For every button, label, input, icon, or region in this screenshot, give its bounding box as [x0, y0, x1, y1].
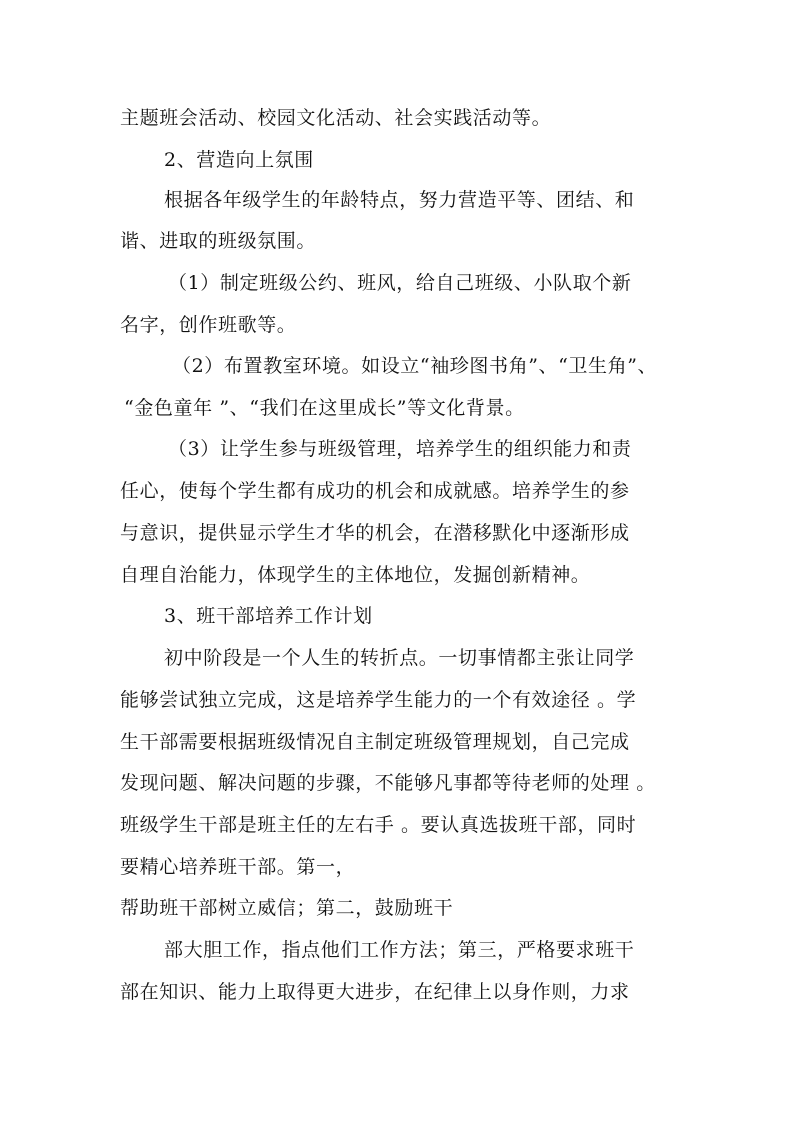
text-line: 名字，创作班歌等。	[120, 314, 297, 336]
text-line: 发现问题、解决问题的步骤，不能够凡事都等待老师的处理 。	[120, 772, 656, 794]
text-line: 自理自治能力，体现学生的主体地位，发掘创新精神。	[120, 564, 591, 586]
text-line: 任心，使每个学生都有成功的机会和成就感。培养学生的参	[120, 480, 630, 502]
text-line: 要精心培养班干部。第一，	[120, 856, 356, 878]
text-line: 帮助班干部树立威信；第二，鼓励班干	[120, 897, 454, 919]
text-line: 生干部需要根据班级情况自主制定班级管理规划，自己完成	[120, 731, 630, 753]
text-line: （2）布置教室环境。如设立“袖珍图书角”、“卫生角”、	[172, 355, 658, 377]
text-line: 主题班会活动、校园文化活动、社会实践活动等。	[120, 107, 552, 129]
text-line: “金色童年 ”、“我们在这里成长”等文化背景。	[124, 397, 525, 419]
text-line: 班级学生干部是班主任的左右手 。要认真选拔班干部，同时	[120, 814, 637, 836]
section-heading: 3、班干部培养工作计划	[164, 605, 373, 627]
text-line: 谐、进取的班级氛围。	[120, 230, 317, 252]
text-line: （1）制定班级公约、班风，给自己班级、小队取个新	[168, 272, 632, 294]
text-line: 与意识，提供显示学生才华的机会，在潜移默化中逐渐形成	[120, 522, 630, 544]
text-line: 根据各年级学生的年龄特点，努力营造平等、团结、和	[164, 189, 635, 211]
text-line: 部大胆工作，指点他们工作方法；第三，严格要求班干	[164, 939, 635, 961]
text-line: （3）让学生参与班级管理，培养学生的组织能力和责	[168, 438, 632, 460]
text-line: 部在知识、能力上取得更大进步，在纪律上以身作则，力求	[120, 981, 630, 1003]
text-line: 初中阶段是一个人生的转折点。一切事情都主张让同学	[164, 647, 635, 669]
text-line: 能够尝试独立完成，这是培养学生能力的一个有效途径 。学	[120, 689, 637, 711]
section-heading: 2、营造向上氛围	[164, 149, 314, 171]
